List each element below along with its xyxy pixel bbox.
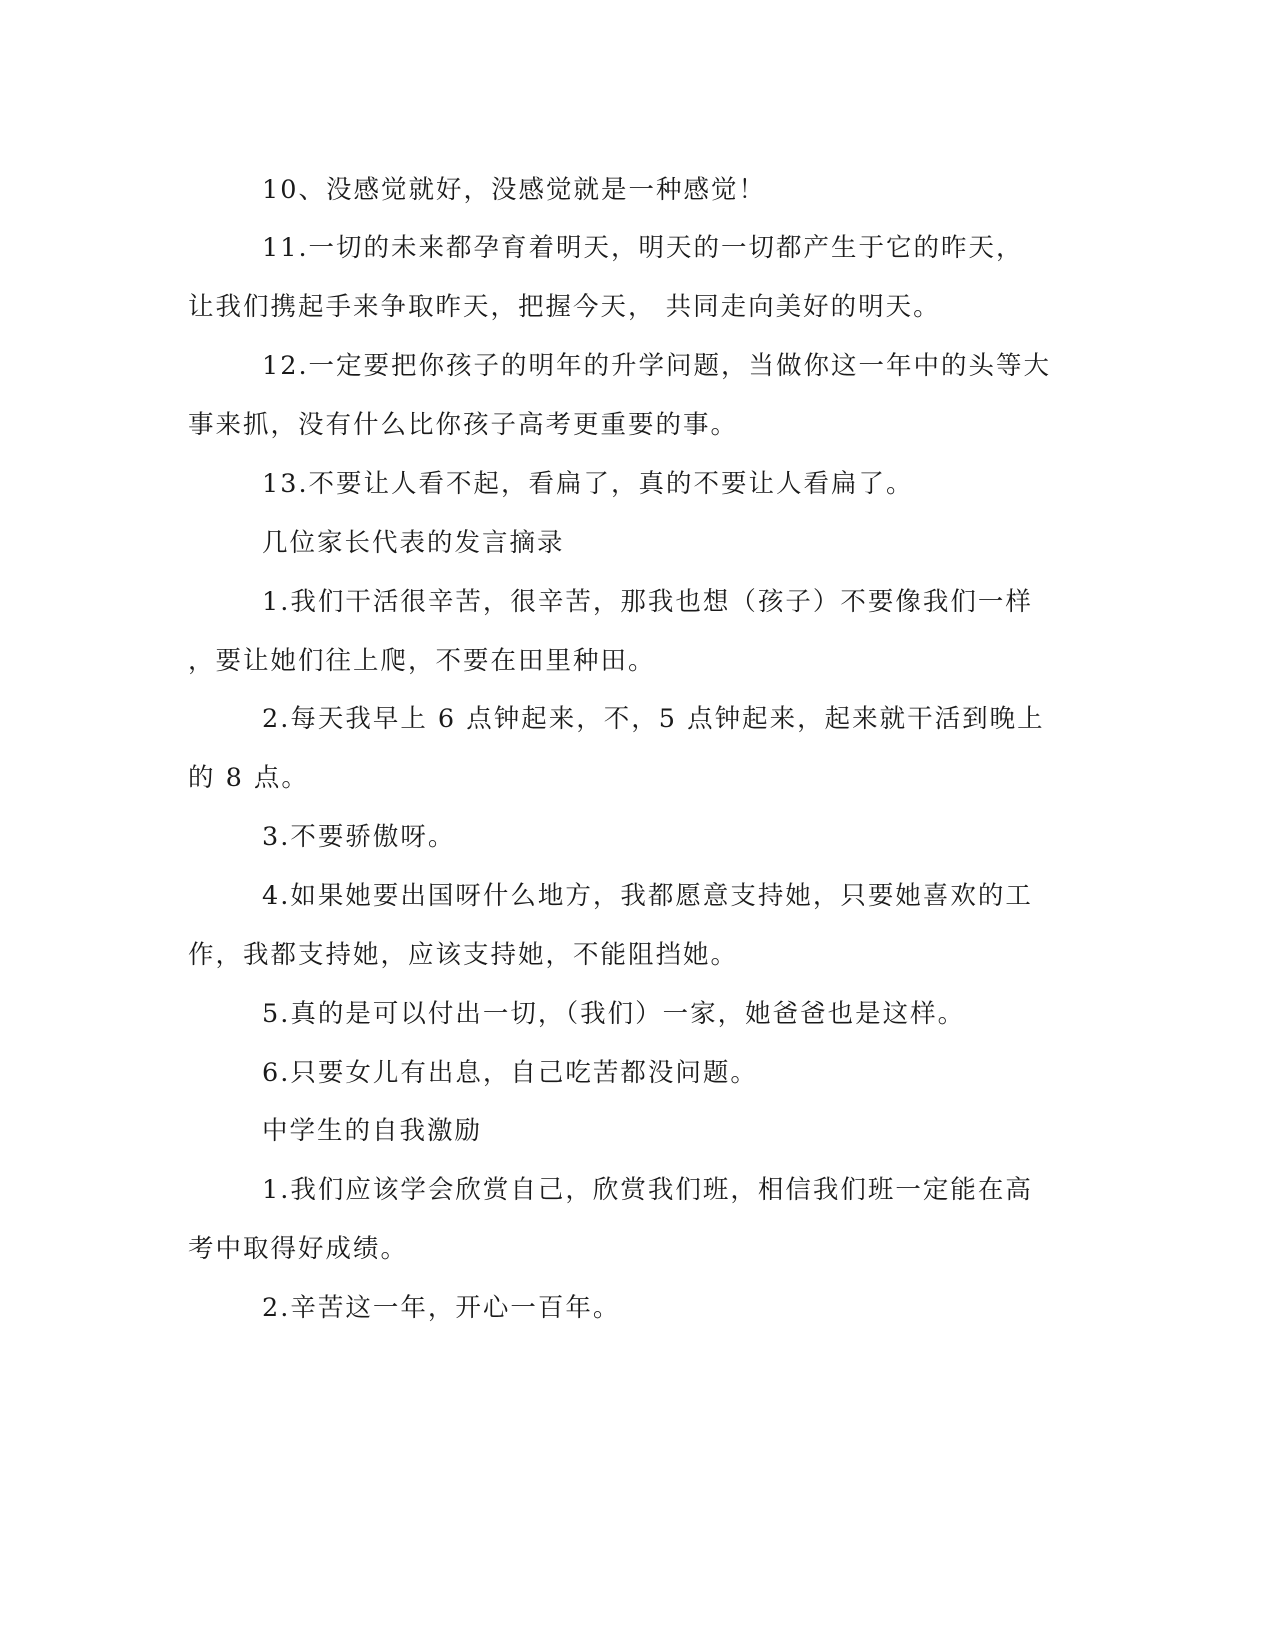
text-line: 10、没感觉就好，没感觉就是一种感觉！ [262,175,766,205]
text-line: 1.我们应该学会欣赏自己，欣赏我们班，相信我们班一定能在高 [262,1175,1033,1205]
section-heading: 几位家长代表的发言摘录 [262,528,565,558]
text-line: 让我们携起手来争取昨天，把握今天， 共同走向美好的明天。 [188,292,941,322]
section-heading: 中学生的自我激励 [262,1116,483,1146]
text-line: 1.我们干活很辛苦，很辛苦，那我也想（孩子）不要像我们一样 [262,587,1033,617]
text-line: 考中取得好成绩。 [188,1234,409,1264]
text-line: 13.不要让人看不起，看扁了，真的不要让人看扁了。 [262,469,914,499]
text-line: 的 8 点。 [188,763,309,793]
text-line: 3.不要骄傲呀。 [262,822,456,852]
text-line: 5.真的是可以付出一切，（我们）一家，她爸爸也是这样。 [262,999,966,1029]
text-line: 12.一定要把你孩子的明年的升学问题，当做你这一年中的头等大 [262,351,1052,381]
text-line: 4.如果她要出国呀什么地方，我都愿意支持她，只要她喜欢的工 [262,881,1033,911]
text-line: 2.每天我早上 6 点钟起来，不，5 点钟起来，起来就干活到晚上 [262,704,1045,734]
text-line: ，要让她们往上爬，不要在田里种田。 [188,646,656,676]
text-line: 作，我都支持她，应该支持她，不能阻挡她。 [188,940,739,970]
text-line: 6.只要女儿有出息，自己吃苦都没问题。 [262,1058,758,1088]
text-line: 2.辛苦这一年，开心一百年。 [262,1293,621,1323]
text-line: 事来抓，没有什么比你孩子高考更重要的事。 [188,410,739,440]
text-line: 11.一切的未来都孕育着明天，明天的一切都产生于它的昨天， [262,233,1024,263]
